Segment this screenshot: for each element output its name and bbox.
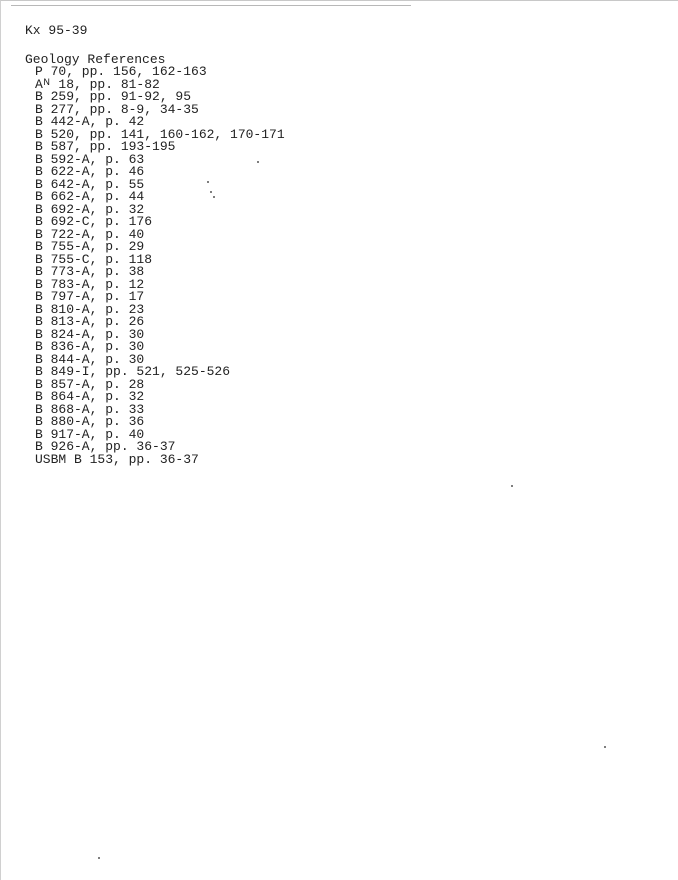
reference-item: B 783-A, p. 12 [35,276,145,292]
reference-item: B 844-A, p. 30 [35,351,145,367]
reference-item: B 836-A, p. 30 [35,339,145,354]
reference-item: B 755-A, p. 29 [35,239,145,254]
reference-item: B 857-A, p. 28 [35,376,145,392]
reference-item: B 797-A, p. 17 [35,289,145,304]
reference-item: B 587, pp. 193-195 [35,139,176,154]
reference-item: B 926-A, pp. 36-37 [35,439,176,454]
reference-item: B 442-A, p. 42 [35,114,145,129]
reference-item: B 864-A, p. 32 [35,389,145,404]
reference-item: B 692-C, p. 176 [35,214,153,229]
references-heading: Geology References [25,52,166,67]
top-rule [11,5,411,6]
references-block [25,53,285,466]
reference-item: B 849-I, pp. 521, 525-526 [35,364,231,379]
reference-item: B 722-A, p. 40 [35,226,145,242]
reference-item: B 880-A, p. 36 [35,414,145,429]
document-code: Kx 95-39 [25,23,88,38]
reference-item: B 692-A, p. 32 [35,201,145,217]
scan-speck [511,485,513,487]
reference-item: USBM B 153, pp. 36-37 [35,451,199,467]
scan-speck [213,196,215,198]
reference-item: B 662-A, p. 44 [35,189,145,204]
reference-item: B 277, pp. 8-9, 34-35 [35,101,199,117]
reference-item: B 259, pp. 91-92, 95 [35,89,192,104]
reference-item: B 824-A, p. 30 [35,326,145,342]
reference-item: B 810-A, p. 23 [35,301,145,317]
scan-speck [207,181,209,183]
reference-item: Aᴺ 18, pp. 81-82 [35,76,160,92]
reference-item: B 755-C, p. 118 [35,251,153,267]
reference-item: B 622-A, p. 46 [35,164,145,179]
reference-item: B 773-A, p. 38 [35,264,145,279]
scan-speck [257,161,259,163]
reference-item: B 642-A, p. 55 [35,176,145,192]
reference-item: P 70, pp. 156, 162-163 [35,64,207,79]
references-list [25,66,285,466]
reference-item: B 813-A, p. 26 [35,314,145,329]
scan-speck [210,191,212,193]
reference-item: B 917-A, p. 40 [35,426,145,442]
scan-speck [604,746,606,748]
reference-item: B 520, pp. 141, 160-162, 170-171 [35,126,285,142]
reference-item: B 592-A, p. 63 [35,151,145,167]
reference-item: B 868-A, p. 33 [35,401,145,417]
scan-speck [98,857,100,859]
